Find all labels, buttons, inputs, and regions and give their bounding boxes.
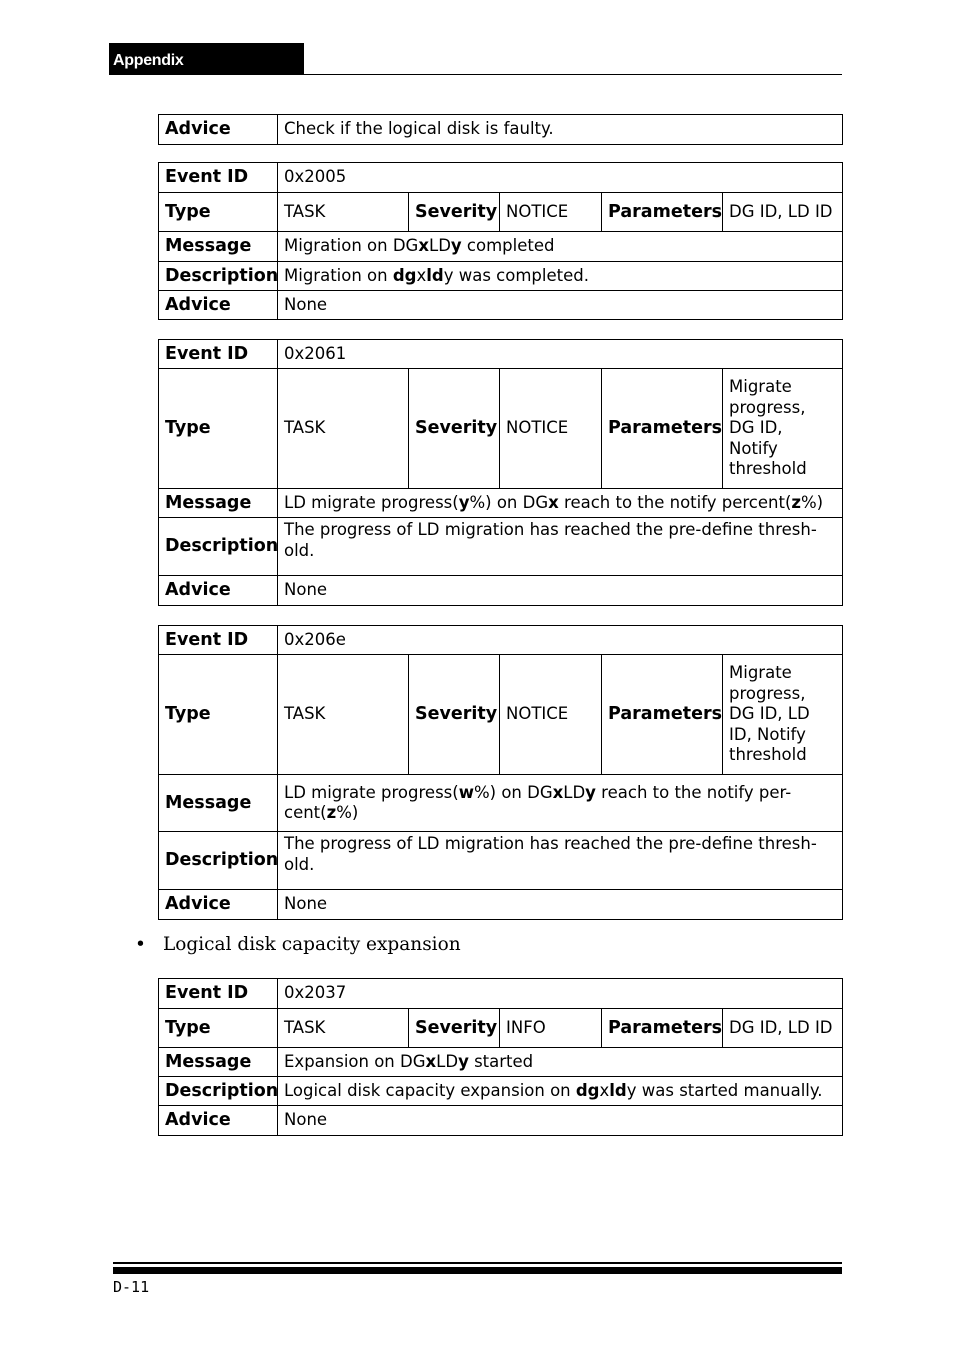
- event-id-value: 0x2037: [278, 979, 843, 1009]
- message-value: LD migrate progress(w%) on DGxLDy reach to the notify per-cent(z%): [278, 775, 843, 832]
- severity-label: Severity: [409, 193, 500, 232]
- advice-label: Advice: [159, 1106, 278, 1136]
- section-header-label: Appendix: [113, 52, 184, 69]
- parameters-value: DG ID, LD ID: [723, 193, 843, 232]
- bullet-symbol: •: [135, 934, 146, 955]
- advice-value: Check if the logical disk is faulty.: [278, 115, 843, 145]
- advice-label: Advice: [159, 576, 278, 606]
- header-rule: [304, 74, 842, 75]
- message-label: Message: [159, 1048, 278, 1077]
- severity-value: NOTICE: [500, 193, 602, 232]
- type-value: TASK: [278, 369, 409, 489]
- type-label: Type: [159, 193, 278, 232]
- footer-rule-thick: [113, 1267, 842, 1274]
- page-number: D-11: [113, 1278, 150, 1296]
- message-value: Expansion on DGxLDy started: [278, 1048, 843, 1077]
- event-id-value: 0x2061: [278, 340, 843, 369]
- event-table-advice-fragment: [158, 114, 843, 145]
- footer-rule-thin: [113, 1262, 842, 1264]
- parameters-value: Migrate progress, DG ID, LD ID, Notify threshold: [723, 655, 843, 775]
- severity-label: Severity: [409, 369, 500, 489]
- event-table-0x2005: [158, 162, 843, 320]
- advice-value: None: [278, 576, 843, 606]
- advice-label: Advice: [159, 115, 278, 145]
- description-value: The progress of LD migration has reached the pre-define thresh-old.: [278, 518, 843, 576]
- description-value: The progress of LD migration has reached the pre-define thresh-old.: [278, 832, 843, 890]
- parameters-label: Parameters: [602, 193, 723, 232]
- description-value: Logical disk capacity expansion on dgxldy was started manually.: [278, 1077, 843, 1106]
- type-value: TASK: [278, 193, 409, 232]
- event-table-0x2061: [158, 339, 843, 606]
- message-label: Message: [159, 775, 278, 832]
- type-label: Type: [159, 369, 278, 489]
- description-value: Migration on dgxldy was completed.: [278, 262, 843, 291]
- message-value: LD migrate progress(y%) on DGx reach to the notify percent(z%): [278, 489, 843, 518]
- event-id-value: 0x2005: [278, 163, 843, 193]
- description-label: Description: [159, 832, 278, 890]
- advice-label: Advice: [159, 890, 278, 920]
- description-label: Description: [159, 1077, 278, 1106]
- severity-value: INFO: [500, 1009, 602, 1048]
- type-label: Type: [159, 1009, 278, 1048]
- severity-value: NOTICE: [500, 655, 602, 775]
- message-label: Message: [159, 489, 278, 518]
- severity-value: NOTICE: [500, 369, 602, 489]
- parameters-label: Parameters: [602, 369, 723, 489]
- event-table-0x2037: [158, 978, 843, 1136]
- event-id-label: Event ID: [159, 340, 278, 369]
- advice-value: None: [278, 890, 843, 920]
- bullet-text: Logical disk capacity expansion: [163, 934, 461, 955]
- event-id-label: Event ID: [159, 979, 278, 1009]
- description-label: Description: [159, 518, 278, 576]
- event-id-label: Event ID: [159, 163, 278, 193]
- severity-label: Severity: [409, 1009, 500, 1048]
- type-value: TASK: [278, 1009, 409, 1048]
- message-value: Migration on DGxLDy completed: [278, 232, 843, 262]
- event-table-0x206e: [158, 625, 843, 920]
- parameters-label: Parameters: [602, 655, 723, 775]
- message-label: Message: [159, 232, 278, 262]
- parameters-value: Migrate progress, DG ID, Notify threshold: [723, 369, 843, 489]
- event-id-label: Event ID: [159, 626, 278, 655]
- type-label: Type: [159, 655, 278, 775]
- event-id-value: 0x206e: [278, 626, 843, 655]
- parameters-label: Parameters: [602, 1009, 723, 1048]
- advice-value: None: [278, 291, 843, 320]
- advice-value: None: [278, 1106, 843, 1136]
- type-value: TASK: [278, 655, 409, 775]
- section-header-tab: [109, 43, 304, 75]
- severity-label: Severity: [409, 655, 500, 775]
- bullet-item: [135, 934, 461, 955]
- parameters-value: DG ID, LD ID: [723, 1009, 843, 1048]
- advice-label: Advice: [159, 291, 278, 320]
- description-label: Description: [159, 262, 278, 291]
